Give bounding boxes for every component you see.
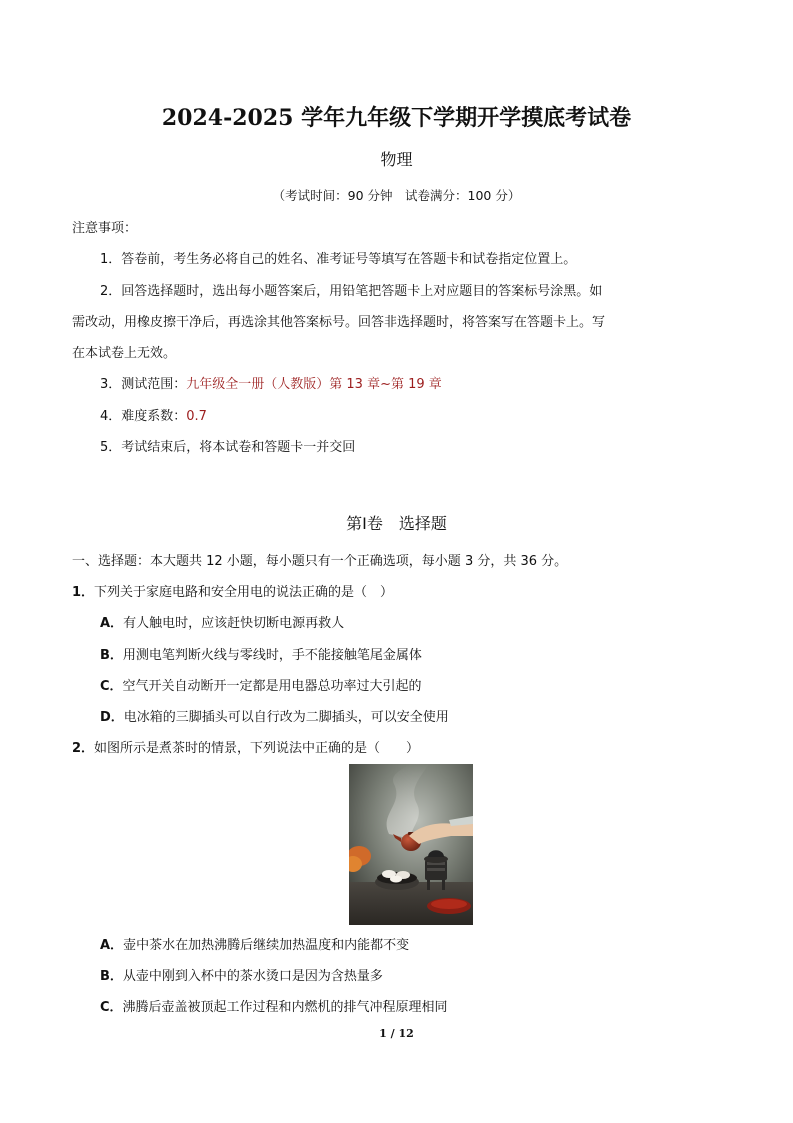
option-letter: A． [100, 938, 124, 953]
question-2-option-b [100, 965, 383, 984]
notice-item-4-label: 4．难度系数： [100, 409, 187, 424]
option-text: 壶中茶水在加热沸腾后继续加热温度和内能都不变 [123, 938, 410, 953]
option-text: 沸腾后壶盖被顶起工作过程和内燃机的排气冲程原理相同 [122, 1000, 448, 1015]
option-text: 有人触电时，应该赶快切断电源再救人 [123, 616, 345, 631]
notice-item-5: 5．考试结束后，将本试卷和答题卡一并交回 [100, 440, 356, 455]
notice-item-3 [100, 373, 442, 392]
difficulty-value: 0.7 [186, 409, 207, 424]
question-1-text: 下列关于家庭电路和安全用电的说法正确的是（ ） [94, 585, 394, 600]
question-2-option-a [100, 934, 409, 953]
option-letter: C． [100, 1000, 123, 1015]
question-1-option-d [100, 706, 449, 725]
section-title: 第Ⅰ卷 选择题 [346, 514, 447, 533]
option-letter: D． [100, 710, 124, 725]
exam-info: （考试时间：90 分钟 试卷满分：100 分） [272, 188, 521, 203]
notice-item-2-line-1: 2．回答选择题时，选出每小题答案后，用铅笔把答题卡上对应题目的答案标号涂黑。如 [100, 284, 603, 299]
option-letter: B． [100, 648, 123, 663]
question-1-option-a [100, 612, 344, 631]
page-number: 1 / 12 [379, 1027, 414, 1040]
question-1-option-b [100, 644, 422, 663]
section-instruction: 一、选择题：本大题共 12 小题，每小题只有一个正确选项，每小题 3 分，共 36 分。 [72, 554, 568, 569]
notice-item-2-line-3: 在本试卷上无效。 [72, 346, 177, 361]
notice-item-4 [100, 405, 207, 424]
option-letter: C． [100, 679, 123, 694]
option-text: 空气开关自动断开一定都是用电器总功率过大引起的 [122, 679, 422, 694]
test-scope: 九年级全一册（人教版）第 13 章~第 19 章 [186, 377, 442, 392]
notice-item-3-label: 3．测试范围： [100, 377, 187, 392]
option-letter: A． [100, 616, 124, 631]
option-letter: B． [100, 969, 123, 984]
question-2-text: 如图所示是煮茶时的情景，下列说法中正确的是（ ） [94, 741, 420, 756]
question-1-option-c [100, 675, 422, 694]
question-2-stem [72, 737, 419, 756]
question-2-number: 2． [72, 741, 95, 756]
notice-item-2-line-2: 需改动，用橡皮擦干净后，再选涂其他答案标号。回答非选择题时，将答案写在答题卡上。写 [72, 315, 606, 330]
option-text: 电冰箱的三脚插头可以自行改为二脚插头，可以安全使用 [123, 710, 449, 725]
option-text: 从壶中刚到入杯中的茶水烫口是因为含热量多 [122, 969, 383, 984]
notice-heading: 注意事项： [72, 221, 138, 236]
tea-brewing-photo [349, 764, 473, 925]
subject-title: 物理 [380, 150, 413, 169]
notice-item-1: 1．答卷前，考生务必将自己的姓名、准考证号等填写在答题卡和试卷指定位置上。 [100, 252, 577, 267]
question-2-option-c [100, 996, 448, 1015]
question-1-number: 1． [72, 585, 95, 600]
exam-title: 2024-2025 学年九年级下学期开学摸底考试卷 [161, 105, 632, 131]
option-text: 用测电笔判断火线与零线时，手不能接触笔尾金属体 [122, 648, 422, 663]
question-1-stem [72, 581, 393, 600]
